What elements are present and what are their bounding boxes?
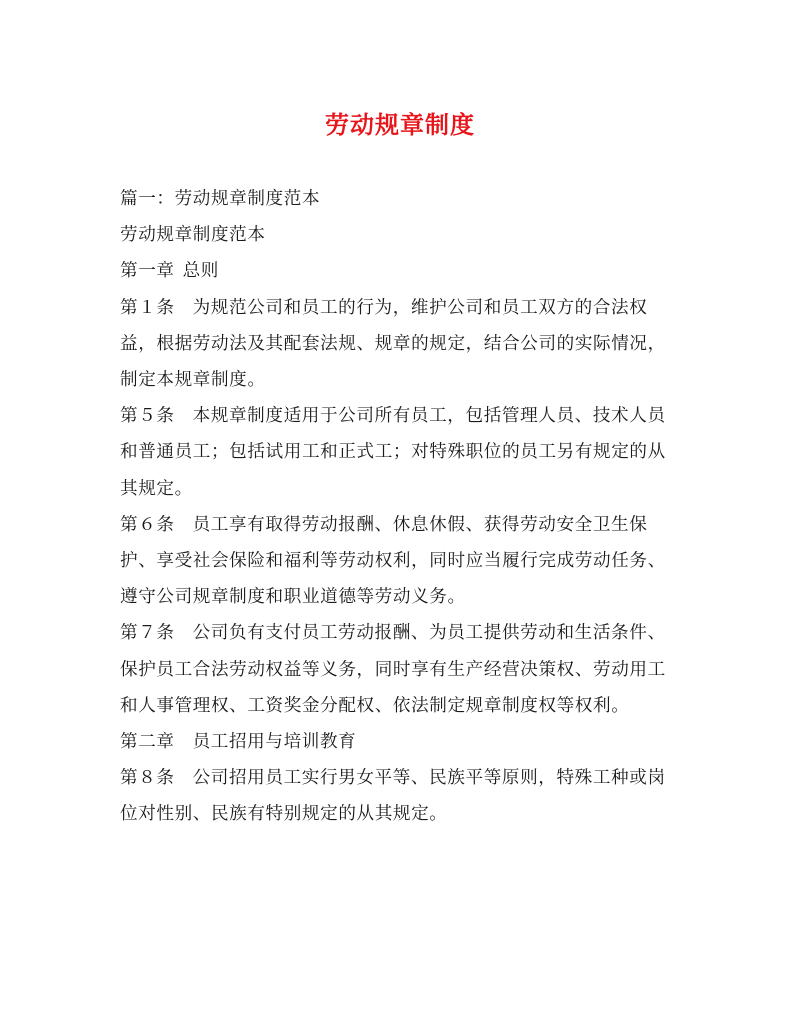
chapter-title: 员工招用与培训教育 <box>192 732 357 753</box>
paragraph-heading <box>120 181 680 217</box>
chapter-label: 第二章 <box>120 732 175 753</box>
chapter-heading <box>120 724 680 760</box>
paragraph-subtitle <box>120 217 680 253</box>
article-text: 为规范公司和员工的行为，维护公司和员工双方的合法权益，根据劳动法及其配套法规、规章的规定，结合公司的实际情况，制定本规章制度。 <box>120 297 666 391</box>
article-paragraph <box>120 398 680 507</box>
article-label: 第１条 <box>120 297 175 318</box>
chapter-label: 第一章 <box>120 261 175 282</box>
article-text: 本规章制度适用于公司所有员工，包括管理人员、技术人员和普通员工；包括试用工和正式工；对特殊职位的员工另有规定的从其规定。 <box>120 406 666 499</box>
paragraph-text: 篇一：劳动规章制度范本 <box>120 189 321 209</box>
document-title: 劳动规章制度 <box>325 110 475 139</box>
paragraph-text: 劳动规章制度范本 <box>120 225 266 246</box>
article-text: 公司招用员工实行男女平等、民族平等原则，特殊工种或岗位对性别、民族有特别规定的从其规定。 <box>120 768 666 825</box>
chapter-heading <box>120 253 680 289</box>
article-paragraph <box>120 507 680 616</box>
article-label: 第５条 <box>120 406 175 427</box>
article-paragraph <box>120 290 680 399</box>
article-paragraph <box>120 615 680 724</box>
article-label: 第８条 <box>120 768 175 789</box>
article-text: 员工享有取得劳动报酬、休息休假、获得劳动安全卫生保护、享受社会保险和福利等劳动权利，同时应当履行完成劳动任务、遵守公司规章制度和职业道德等劳动义务。 <box>120 514 666 608</box>
article-text: 公司负有支付员工劳动报酬、为员工提供劳动和生活条件、保护员工合法劳动权益等义务，同时享有生产经营决策权、劳动用工和人事管理权、工资奖金分配权、依法制定规章制度权等权利。 <box>120 623 666 716</box>
chapter-title: 总则 <box>182 261 219 282</box>
article-label: 第７条 <box>120 623 175 644</box>
article-label: 第６条 <box>120 514 175 535</box>
article-paragraph <box>120 760 680 832</box>
document-body <box>120 181 680 833</box>
